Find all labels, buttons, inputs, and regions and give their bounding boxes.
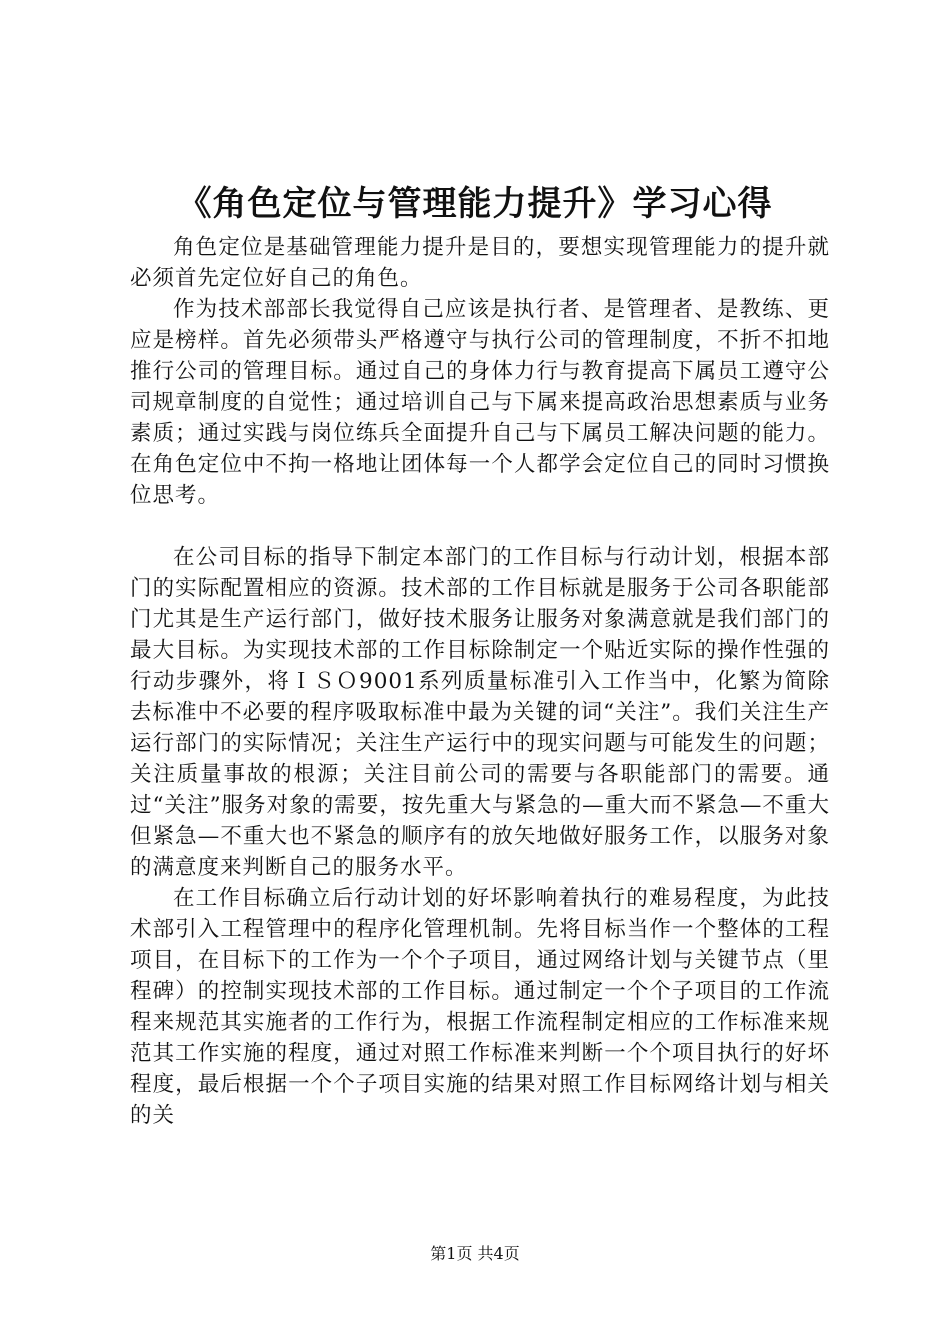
- document-body: [130, 232, 830, 1131]
- page-number-footer: 第1页 共4页: [430, 1244, 520, 1263]
- paragraph-1: 角色定位是基础管理能力提升是目的，要想实现管理能力的提升就必须首先定位好自己的角色。: [130, 235, 830, 291]
- paragraph-spacer: [130, 511, 830, 542]
- document-title: 《角色定位与管理能力提升》学习心得: [177, 184, 773, 224]
- paragraph-2: 作为技术部部长我觉得自己应该是执行者、是管理者、是教练、更应是榜样。首先必须带头严格遵守与执行公司的管理制度，不折不扣地推行公司的管理目标。通过自己的身体力行与教育提高下属员工遵守公司规章制度的自觉性；通过培训自己与下属来提高政治思想素质与业务素质；通过实践与岗位练兵全面提升自己与下属员工解决问题的能力。在角色定位中不拘一格地让团体每一个人都学会定位自己的同时习惯换位思考。: [130, 297, 830, 508]
- paragraph-3: 在公司目标的指导下制定本部门的工作目标与行动计划，根据本部门的实际配置相应的资源。技术部的工作目标就是服务于公司各职能部门尤其是生产运行部门，做好技术服务让服务对象满意就是我们部门的最大目标。为实现技术部的工作目标除制定一个贴近实际的操作性强的行动步骤外，将ＩＳＯ9001系列质量标准引入工作当中，化繁为简除去标准中不必要的程序吸取标准中最为关键的词“关注”。我们关注生产运行部门的实际情况；关注生产运行中的现实问题与可能发生的问题；关注质量事故的根源；关注目前公司的需要与各职能部门的需要。通过“关注”服务对象的需要，按先重大与紧急的—重大而不紧急—不重大但紧急—不重大也不紧急的顺序有的放矢地做好服务工作，以服务对象的满意度来判断自己的服务水平。: [130, 545, 830, 880]
- paragraph-4: 在工作目标确立后行动计划的好坏影响着执行的难易程度，为此技术部引入工程管理中的程序化管理机制。先将目标当作一个整体的工程项目，在目标下的工作为一个个子项目，通过网络计划与关键节点（里程碑）的控制实现技术部的工作目标。通过制定一个个子项目的工作流程来规范其实施者的工作行为，根据工作流程制定相应的工作标准来规范其工作实施的程度，通过对照工作标准来判断一个个项目执行的好坏程度，最后根据一个个子项目实施的结果对照工作目标网络计划与相关的关: [130, 886, 830, 1128]
